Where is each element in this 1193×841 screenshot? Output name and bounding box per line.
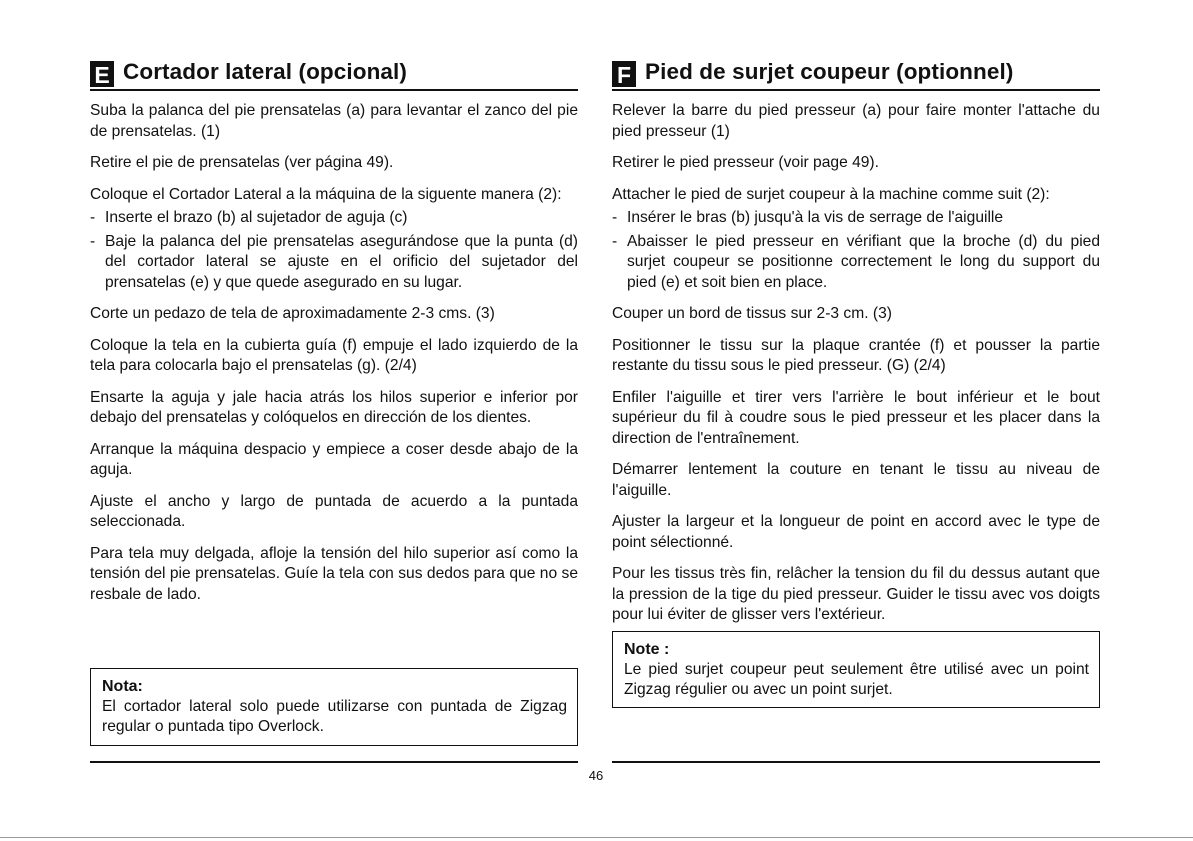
paragraph-step-1: Relever la barre du pied presseur (a) pour faire monter l'attache du pied presseur (1) — [612, 102, 1100, 140]
section-title-spanish: Cortador lateral (opcional) — [123, 59, 407, 84]
footer-rule-left — [90, 761, 578, 763]
note-box-spanish — [90, 668, 578, 746]
paragraph-step-5: Positionner le tissu sur la plaque crantée (f) et pousser la partie restante du tissu sous le pied presseur. (G) (2/4) — [612, 336, 1100, 374]
bullet-list — [90, 208, 578, 293]
spanish-column — [90, 57, 578, 616]
paragraph-step-3: Attacher le pied de surjet coupeur à la machine comme suit (2): — [612, 185, 1050, 203]
paragraph-step-4: Corte un pedazo de tela de aproximadamente 2-3 cms. (3) — [90, 305, 495, 322]
note-box-french — [612, 631, 1100, 708]
paragraph-step-3: Coloque el Cortador Lateral a la máquina de la siguente manera (2): — [90, 185, 562, 203]
bullet-item: - Inserte el brazo (b) al sujetador de aguja (c) — [90, 208, 578, 229]
french-column — [612, 57, 1100, 637]
section-heading-f — [612, 57, 1100, 91]
paragraph-step-2: Retire el pie de prensatelas (ver página 49). — [90, 154, 394, 171]
paragraph-step-6: Ensarte la aguja y jale hacia atrás los hilos superior e inferior por debajo del prensatelas y colóquelos en dirección de los dientes. — [90, 388, 578, 426]
page-bottom-edge — [0, 837, 1193, 838]
footer-rule-right — [612, 761, 1100, 763]
paragraph-step-9: Pour les tissus très fin, relâcher la tension du fil du dessus autant que la pression de la tige du pied presseur. Guider le tissu avec vos doigts pour lui éviter de glisser vers l'extérieur. — [612, 565, 1100, 623]
paragraph-step-7: Démarrer lentement la couture en tenant le tissu au niveau de l'aiguille. — [612, 461, 1100, 499]
paragraph-step-9: Para tela muy delgada, afloje la tensión del hilo superior así como la tensión del pie prensatelas. Guíe la tela con sus dedos para que no se resbale de lado. — [90, 544, 578, 603]
section-badge-f: F — [612, 61, 636, 87]
paragraph-step-7: Arranque la máquina despacio y empiece a coser desde abajo de la aguja. — [90, 440, 578, 478]
note-body: El cortador lateral solo puede utilizarse con puntada de Zigzag regular o puntada tipo Overlock. — [102, 698, 567, 735]
paragraph-step-2: Retirer le pied presseur (voir page 49). — [612, 154, 879, 171]
note-body: Le pied surjet coupeur peut seulement être utilisé avec un point Zigzag régulier ou avec un point surjet. — [624, 661, 1089, 698]
paragraph-step-4: Couper un bord de tissus sur 2-3 cm. (3) — [612, 305, 892, 322]
bullet-item: - Baje la palanca del pie prensatelas asegurándose que la punta (d) del cortador lateral se ajuste en el orificio del sujetador del prensatelas (e) y que quede asegurado en su lugar. — [90, 232, 578, 294]
page-number: 46 — [588, 768, 604, 783]
paragraph-step-8: Ajuster la largeur et la longueur de point en accord avec le type de point sélectionné. — [612, 513, 1100, 551]
paragraph-step-6: Enfiler l'aiguille et tirer vers l'arrière le bout inférieur et le bout supérieur du fil à coudre sous le pied presseur et les placer dans la direction de l'entraînement. — [612, 388, 1100, 447]
section-heading-e — [90, 57, 578, 91]
bullet-list — [612, 208, 1100, 293]
paragraph-step-5: Coloque la tela en la cubierta guía (f) empuje el lado izquierdo de la tela para colocarla bajo el prensatelas (g). (2/4) — [90, 336, 578, 374]
bullet-item: - Insérer le bras (b) jusqu'à la vis de serrage de l'aiguille — [612, 208, 1100, 229]
paragraph-step-1: Suba la palanca del pie prensatelas (a) para levantar el zanco del pie de prensatelas. (1) — [90, 102, 578, 140]
paragraph-step-8: Ajuste el ancho y largo de puntada de acuerdo a la puntada seleccionada. — [90, 492, 578, 530]
section-badge-e: E — [90, 61, 114, 87]
section-title-french: Pied de surjet coupeur (optionnel) — [645, 59, 1014, 84]
bullet-item: - Abaisser le pied presseur en vérifiant que la broche (d) du pied surjet coupeur se positionne correctement le long du support du pied (e) et soit bien en place. — [612, 232, 1100, 294]
note-title: Nota: — [102, 678, 143, 695]
note-title: Note : — [624, 641, 670, 658]
